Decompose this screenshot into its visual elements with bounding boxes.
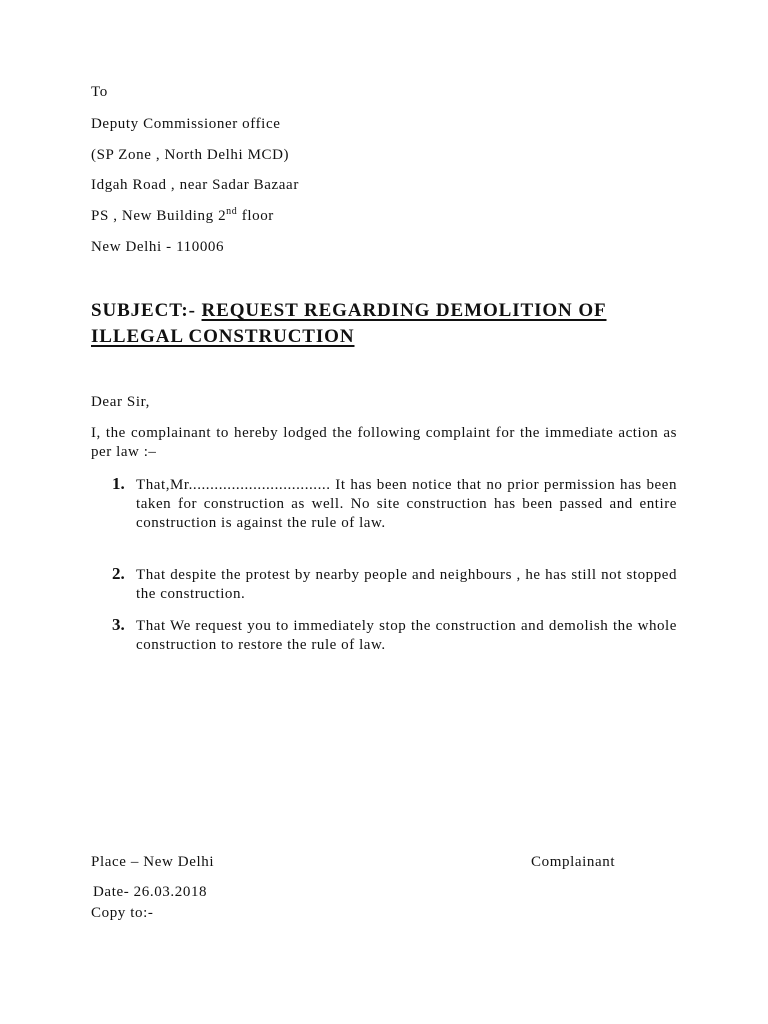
date-line: Date- 26.03.2018 xyxy=(93,884,208,900)
address-line-4-main: PS , New Building 2 xyxy=(91,208,227,224)
list-item-number: 1. xyxy=(112,474,125,493)
list-item-text: That despite the protest by nearby people and neighbours , he has still not stopped the construction. xyxy=(136,567,677,602)
list-item xyxy=(112,566,677,604)
address-line-4 xyxy=(91,208,274,225)
address-line-4-end: floor xyxy=(237,208,274,224)
list-item-number: 3. xyxy=(112,615,125,634)
address-line-5: New Delhi - 110006 xyxy=(91,239,225,255)
address-line-3: Idgah Road , near Sadar Bazaar xyxy=(91,177,299,193)
list-item-text: That,Mr................................. It has been notice that no prior permission has been taken for construction as well. No site construction has been passed and entire construction is against the rule of law. xyxy=(136,477,677,531)
list-item xyxy=(112,476,677,533)
list-item-text: That We request you to immediately stop the construction and demolish the whole construction to restore the rule of law. xyxy=(136,618,677,653)
intro-paragraph: I, the complainant to hereby lodged the following complaint for the immediate action as per law :– xyxy=(91,425,677,460)
salutation: Dear Sir, xyxy=(91,394,150,410)
place-line: Place – New Delhi xyxy=(91,854,215,870)
list-item xyxy=(112,617,677,655)
subject-label: SUBJECT:- xyxy=(91,300,202,321)
address-to: To xyxy=(91,84,108,100)
complainant-signature-label: Complainant xyxy=(531,854,616,870)
subject-heading xyxy=(91,298,691,350)
copy-to-line: Copy to:- xyxy=(91,905,154,921)
subject-text: REQUEST REGARDING DEMOLITION OF ILLEGAL CONSTRUCTION xyxy=(91,300,607,347)
address-line-1: Deputy Commissioner office xyxy=(91,116,281,132)
address-line-2: (SP Zone , North Delhi MCD) xyxy=(91,147,290,163)
list-item-number: 2. xyxy=(112,564,125,583)
ordinal-suffix: nd xyxy=(226,206,238,217)
